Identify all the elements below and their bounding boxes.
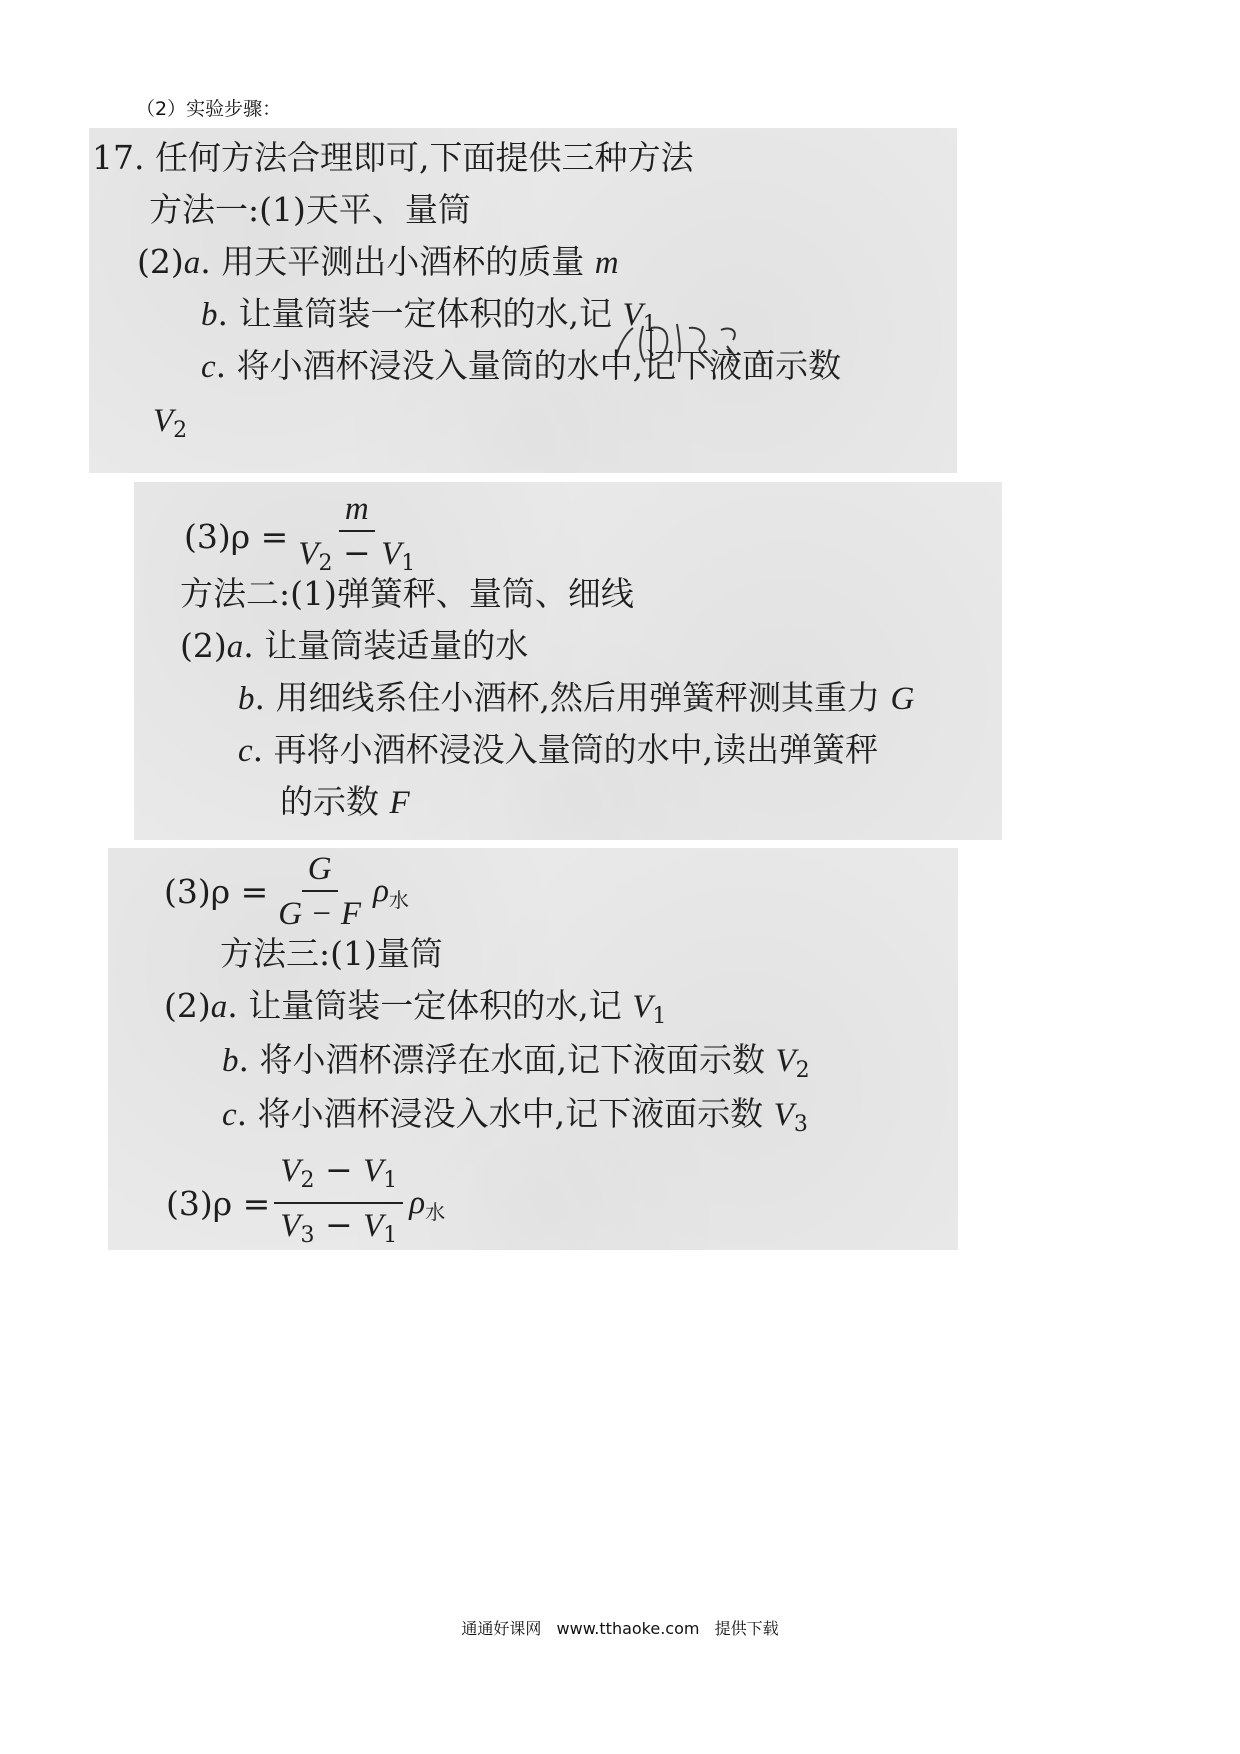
footer-site-name: 通通好课网 [461, 1619, 542, 1638]
method-two-step-c: c. 再将小酒杯浸没入量筒的水中,读出弹簧秤 [238, 730, 879, 769]
fraction: $\frac{G}{G - F}$ [278, 851, 362, 932]
method-three-step-b: b. 将小酒杯漂浮在水面,记下液面示数 $V_2$ [222, 1040, 810, 1083]
footer-url[interactable]: www.tthaoke.com [556, 1619, 700, 1638]
method-one-step-c-var: $V_2$ [153, 403, 188, 443]
method-one-step-c: c. 将小酒杯浸没入量筒的水中,记下液面示数 [201, 346, 842, 385]
page-footer [0, 1616, 1240, 1639]
method-one-formula: (3)ρ = $\frac{m}{V_2 - V_1}$ [184, 490, 425, 582]
method-three-step-c: c. 将小酒杯浸没入水中,记下液面示数 $V_3$ [222, 1094, 808, 1137]
method-three-step-a: (2)a. 让量筒装一定体积的水,记 $V_1$ [164, 986, 667, 1029]
method-one-step-a: (2)a. 用天平测出小酒杯的质量 m [137, 242, 619, 281]
method-two-step-a: (2)a. 让量筒装适量的水 [180, 626, 529, 665]
method-two-line: 方法二:(1)弹簧秤、量筒、细线 [180, 574, 634, 613]
fraction: $\frac{m}{V_2 - V_1}$ [298, 491, 416, 576]
scanned-image-block-2 [134, 482, 1002, 840]
problem-title: 17. 任何方法合理即可,下面提供三种方法 [92, 138, 694, 177]
method-two-formula: (3)ρ = $\frac{G}{G - F}$ ρ水 [164, 851, 409, 932]
method-two-step-c-cont: 的示数 F [280, 782, 410, 821]
method-one-step-b: b. 让量筒装一定体积的水,记 $V_1$ [201, 294, 657, 337]
fraction: $\frac{V_2 - V_1}{V_3 - V_1}$ [274, 1152, 403, 1254]
method-one-line: 方法一:(1)天平、量筒 [149, 190, 471, 229]
scanned-image-block-3 [108, 848, 958, 1250]
method-three-formula: (3)ρ = $\frac{V_2 - V_1}{V_3 - V_1}$ ρ水 [166, 1152, 445, 1254]
scanned-image-block-1 [89, 128, 957, 473]
method-two-step-b: b. 用细线系住小酒杯,然后用弹簧秤测其重力 G [238, 678, 915, 717]
method-three-line: 方法三:(1)量筒 [220, 934, 443, 973]
section-heading: （2）实验步骤： [136, 98, 282, 120]
footer-suffix: 提供下载 [714, 1619, 779, 1638]
